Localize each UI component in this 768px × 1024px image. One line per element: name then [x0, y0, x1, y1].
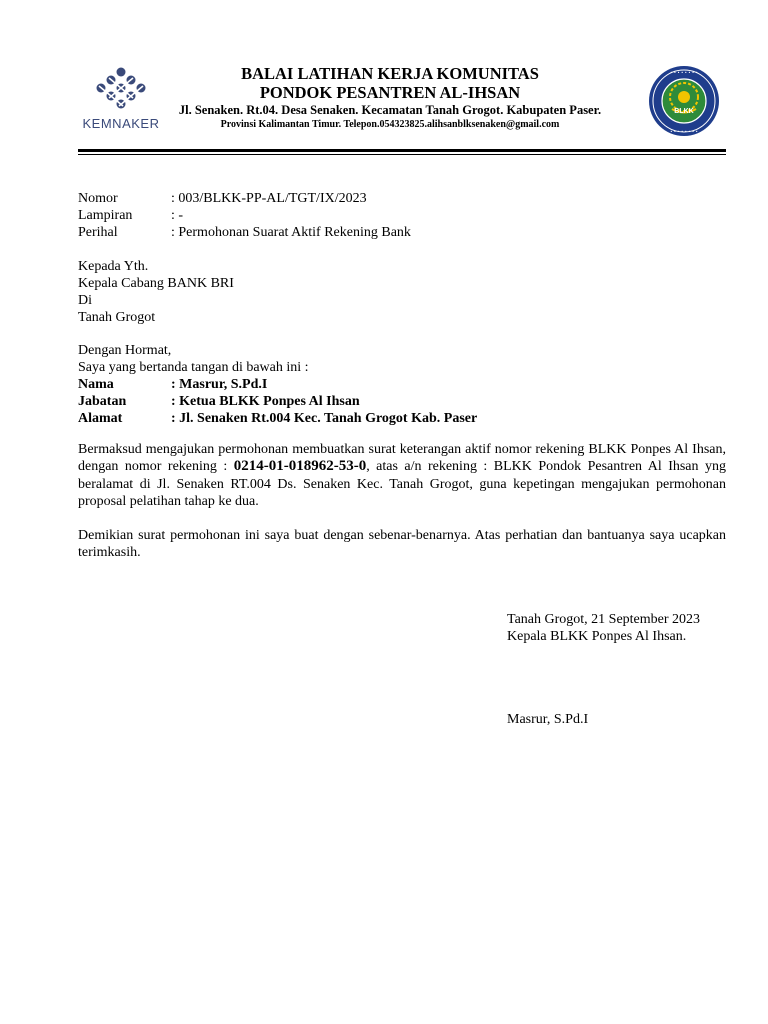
blkk-seal-logo	[642, 64, 726, 138]
intro-line: Saya yang bertanda tangan di bawah ini :	[78, 360, 309, 375]
meta-label-perihal: Perihal	[78, 225, 118, 240]
seal-label: BLKK	[674, 108, 694, 115]
meta-value-nomor: : 003/BLKK-PP-AL/TGT/IX/2023	[171, 191, 367, 206]
recipient-line: Tanah Grogot	[78, 310, 156, 325]
recipient-line: Kepada Yth.	[78, 259, 149, 274]
svg-text:• • • • • • • •: • • • • • • • •	[670, 70, 698, 75]
request-text-pre: Bermaksud mengajukan permohonan membuatkan surat keterangan aktif nomor rekening BLKK Ponpes Al Ihsan, dengan nomor rekening :	[78, 442, 726, 475]
kemnaker-emblem-icon	[91, 66, 151, 116]
signature-place-date: Tanah Grogot, 21 September 2023	[507, 612, 701, 627]
identity-value-alamat: : Jl. Senaken Rt.004 Kec. Tanah Grogot Kab. Paser	[171, 411, 478, 426]
meta-value-perihal: : Permohonan Suarat Aktif Rekening Bank	[171, 225, 411, 240]
header-rule-thin	[78, 154, 726, 155]
identity-label-alamat: Alamat	[78, 411, 123, 426]
institution-name: BALAI LATIHAN KERJA KOMUNITAS	[241, 64, 539, 83]
identity-value-nama: : Masrur, S.Pd.I	[171, 377, 268, 392]
letterhead	[150, 64, 630, 131]
blkk-seal-icon	[642, 64, 726, 138]
body-paragraph-closing: Demikian surat permohonan ini saya buat dengan sebenar-benarnya. Atas perhatian dan bantuanya saya ucapkan terimkasih.	[78, 528, 726, 561]
request-text-post: , atas a/n rekening : BLKK Pondok Pesantren Al Ihsan yng beralamat di Jl. Senaken RT.004 Ds. Senaken Kec. Tanah Grogot, guna kepetingan mengajukan permohonan proposal pelatihan tahap ke dua.	[78, 459, 726, 509]
signature-name: Masrur, S.Pd.I	[507, 712, 589, 727]
kemnaker-label: KEMNAKER	[82, 116, 160, 131]
account-number: 0214-01-018962-53-0	[233, 458, 367, 475]
identity-label-jabatan: Jabatan	[78, 394, 127, 409]
header-rule-thick	[78, 149, 726, 152]
signature-title: Kepala BLKK Ponpes Al Ihsan.	[507, 629, 687, 644]
identity-value-jabatan: : Ketua BLKK Ponpes Al Ihsan	[171, 394, 360, 409]
greeting: Dengan Hormat,	[78, 343, 172, 358]
recipient-line: Kepala Cabang BANK BRI	[78, 276, 234, 291]
identity-label-nama: Nama	[78, 377, 114, 392]
meta-value-lampiran: : -	[171, 208, 184, 223]
institution-contact: Provinsi Kalimantan Timur. Telepon.054323825.alihsanblksenaken@gmail.com	[220, 119, 560, 130]
svg-text:• • • • • • • •: • • • • • • • •	[670, 129, 698, 134]
recipient-line: Di	[78, 293, 92, 308]
body-paragraph-request	[78, 441, 726, 510]
meta-label-nomor: Nomor	[78, 191, 118, 206]
meta-label-lampiran: Lampiran	[78, 208, 133, 223]
institution-subname: PONDOK PESANTREN AL-IHSAN	[259, 83, 521, 102]
institution-address: Jl. Senaken. Rt.04. Desa Senaken. Kecamatan Tanah Grogot. Kabupaten Paser.	[178, 103, 602, 117]
